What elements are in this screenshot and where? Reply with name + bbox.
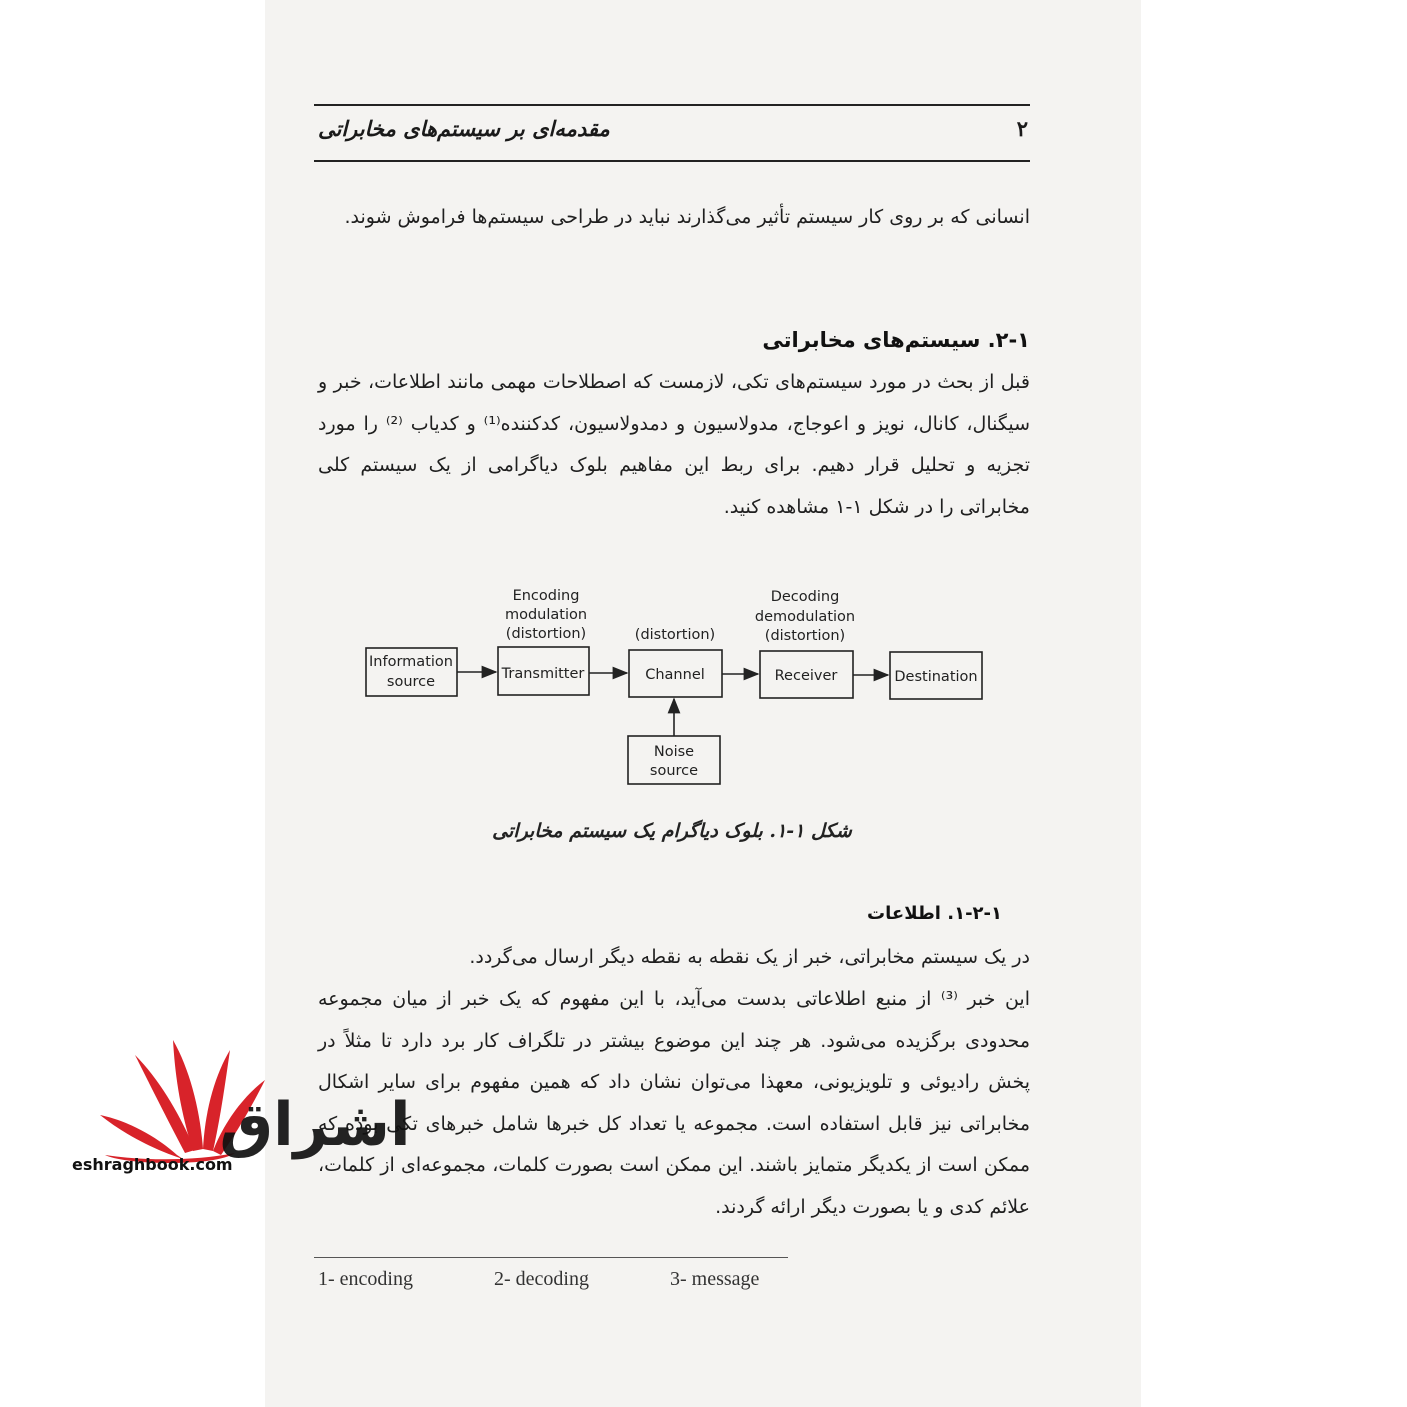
logo-wordmark: اشراق [219, 1090, 411, 1160]
footnote-rule [314, 1257, 788, 1258]
subsection-paragraph: این خبر ⁽³⁾ از منبع اطلاعاتی بدست می‌آید، با این مفهوم که یک خبر از میان مجموعه محدودی برگزیده می‌شود. هر چند این موضوع بیشتر در تلگراف کار برد دارد تا مثلاً در پخش رادیوئی و تلویزیونی، معهذا می‌توان نشان داد که همین مفهوم برای سایر اشکال مخابراتی نیز قابل استفاده است. مجموعه یا تعداد کل خبرها شامل خبرهای تکی بوده که ممکن است از یکدیگر متمایز باشند. این ممکن است بصورت کلمات، مجموعه‌ای از کلمات، علائم کدی و یا بصورت دیگر ارائه گردند. [318, 988, 1030, 1218]
transmitter-label-2: modulation [504, 607, 588, 623]
subsection-heading: ۱-۲-۱. اطلاعات [867, 903, 1002, 924]
intro-paragraph: انسانی که بر روی کار سیستم تأثیر می‌گذارند نباید در طراحی سیستم‌ها فراموش شوند. [344, 206, 1030, 228]
channel-text: Channel [645, 667, 705, 683]
destination-text: Destination [894, 669, 978, 685]
receiver-text: Receiver [774, 668, 838, 684]
figure-caption: شکل ۱-۱. بلوک دیاگرام یک سیستم مخابراتی [492, 820, 852, 842]
footnote-3: 3- message [670, 1268, 760, 1290]
block-diagram [350, 570, 1000, 795]
section-heading: ۲-۱. سیستم‌های مخابراتی [762, 328, 1030, 352]
section-paragraph: قبل از بحث در مورد سیستم‌های تکی، لازمست که اصطلاحات مهمی مانند اطلاعات، خبر و سیگنال، کانال، نویز و اعوجاج، مدولاسیون و دمدولاسیون، کدکننده⁽¹⁾ و کدیاب ⁽²⁾ را مورد تجزیه و تحلیل قرار دهیم. برای ربط این مفاهیم بلوک دیاگرامی از یک سیستم کلی مخابراتی را در شکل ۱-۱ مشاهده کنید. [318, 371, 1030, 518]
information-source-text-1: Information [369, 654, 453, 670]
channel-label: (distortion) [634, 627, 716, 643]
footnote-2: 2- decoding [494, 1268, 589, 1290]
watermark-url: eshraghbook.com [72, 1155, 233, 1174]
transmitter-label-1: Encoding [512, 588, 580, 604]
footnote-1: 1- encoding [318, 1268, 413, 1290]
running-title: مقدمه‌ای بر سیستم‌های مخابراتی [318, 116, 610, 141]
information-source-text-2: source [386, 674, 436, 690]
page-number: ۲ [1016, 116, 1028, 141]
noise-source-text-1: Noise [653, 744, 695, 760]
transmitter-text: Transmitter [501, 666, 585, 682]
receiver-label-2: demodulation [754, 609, 856, 625]
noise-source-text-2: source [649, 763, 699, 779]
eshraghbook-logo [65, 1025, 411, 1175]
transmitter-label-3: (distortion) [505, 626, 587, 642]
page-header [314, 104, 1030, 162]
subsection-first-line: در یک سیستم مخابراتی، خبر از یک نقطه به نقطه دیگر ارسال می‌گردد. [469, 946, 1030, 968]
receiver-label-3: (distortion) [764, 628, 846, 644]
receiver-label-1: Decoding [770, 589, 840, 605]
